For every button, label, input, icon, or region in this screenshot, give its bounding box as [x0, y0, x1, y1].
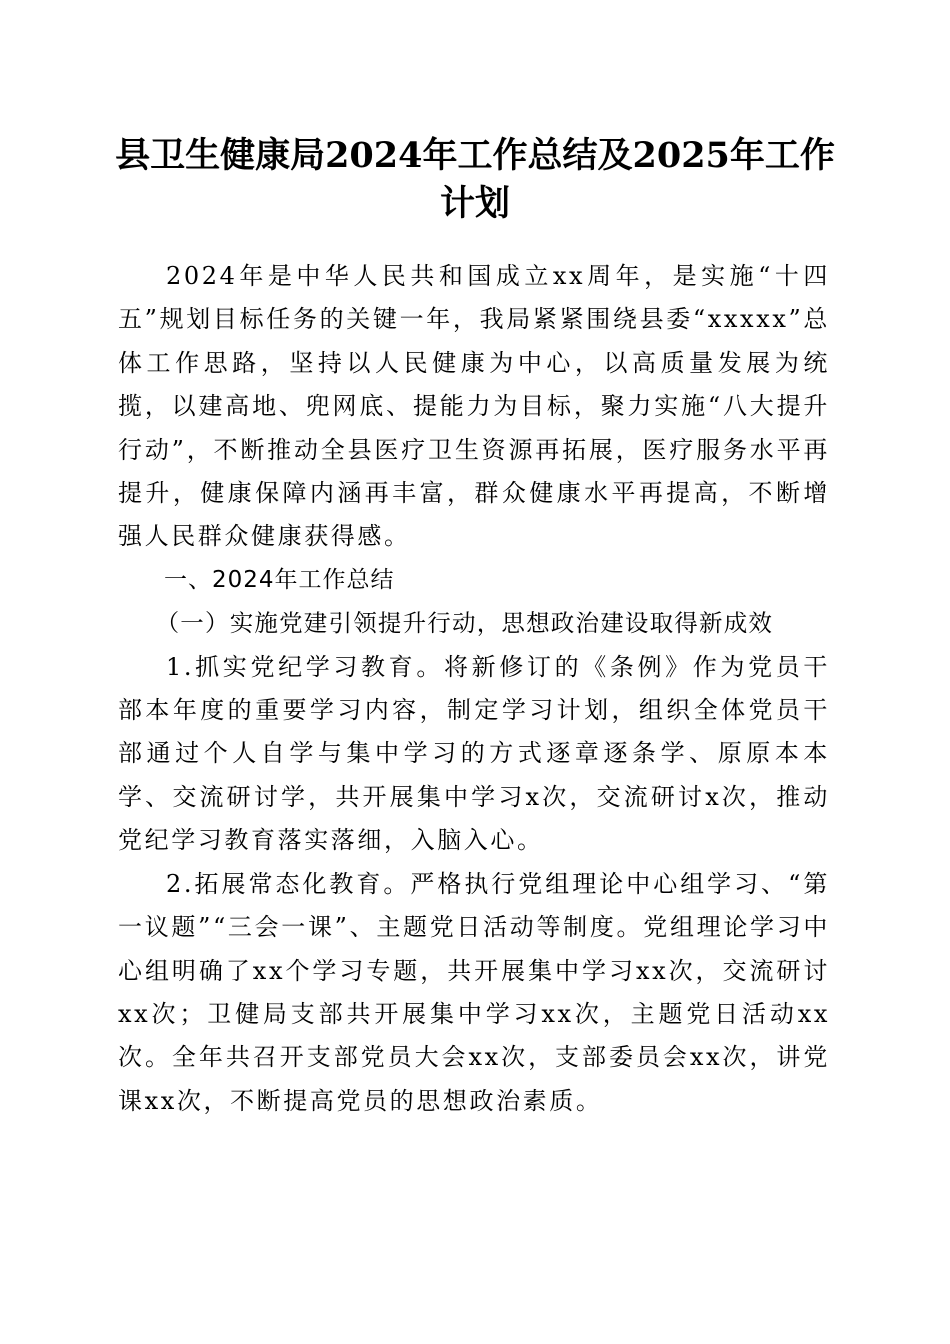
item-paragraph-1: 1.抓实党纪学习教育。将新修订的《条例》作为党员干部本年度的重要学习内容，制定学习计划，组织全体党员干部通过个人自学与集中学习的方式逐章逐条学、原原本本学、交流研讨学，共开展集中学习x次，交流研讨x次，推动党纪学习教育落实落细，入脑入心。 — [118, 652, 830, 855]
document-title-line-1: 县卫生健康局2024年工作总结及2025年工作 — [115, 135, 835, 176]
item-paragraph-2: 2.拓展常态化教育。严格执行党组理论中心组学习、“第一议题”“三会一课”、主题党日活动等制度。党组理论学习中心组明确了xx个学习专题，共开展集中学习xx次，交流研讨xx次；卫健局支部共开展集中学习xx次，主题党日活动xx次。全年共召开支部党员大会xx次，支部委员会xx次，讲党课xx次，不断提高党员的思想政治素质。 — [118, 869, 830, 1115]
subsection-heading: （一）实施党建引领提升行动，思想政治建设取得新成效 — [155, 609, 774, 638]
intro-paragraph: 2024年是中华人民共和国成立xx周年，是实施“十四五”规划目标任务的关键一年，我局紧紧围绕县委“xxxxx”总体工作思路，坚持以人民健康为中心，以高质量发展为统揽，以建高地、兜网底、提能力为目标，聚力实施“八大提升行动”，不断推动全县医疗卫生资源再拓展，医疗服务水平再提升，健康保障内涵再丰富，群众健康水平再提高，不断增强人民群众健康获得感。 — [118, 262, 830, 551]
document-title — [110, 132, 840, 228]
document-body — [118, 255, 830, 1123]
document-title-line-2: 计划 — [439, 183, 510, 224]
section-heading: 一、2024年工作总结 — [164, 566, 395, 593]
